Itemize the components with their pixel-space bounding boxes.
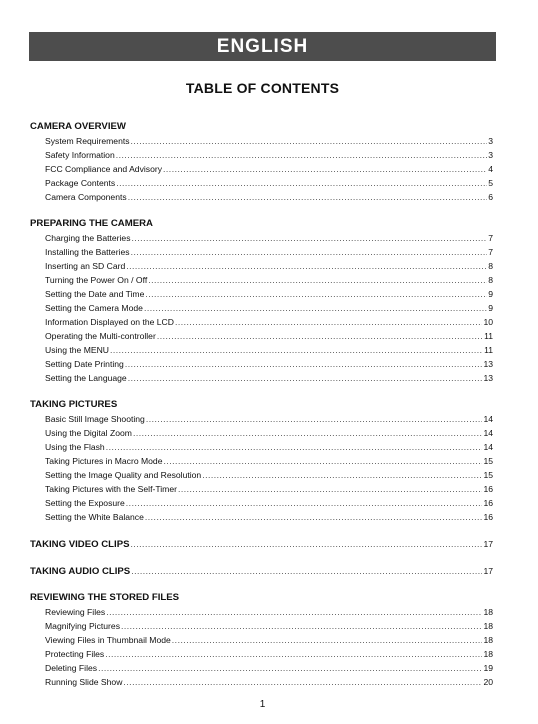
toc-entry	[30, 647, 493, 661]
entry-label: Using the Digital Zoom	[45, 428, 132, 438]
toc-entry	[30, 190, 493, 204]
entry-page: 18	[483, 635, 493, 645]
entry-label: Running Slide Show	[45, 677, 123, 687]
entry-page: 3	[488, 150, 493, 160]
dot-leader	[116, 148, 487, 162]
toc-section	[30, 398, 493, 524]
entry-label: Viewing Files in Thumbnail Mode	[45, 635, 171, 645]
dot-leader	[202, 468, 482, 482]
dot-leader	[128, 190, 488, 204]
entry-label: Reviewing Files	[45, 607, 106, 617]
entry-label: Camera Components	[45, 192, 127, 202]
toc-entry	[30, 619, 493, 633]
toc-entry	[30, 301, 493, 315]
dot-leader	[126, 259, 487, 273]
dot-leader	[98, 661, 482, 675]
toc-entry	[30, 329, 493, 343]
entry-label: Safety Information	[45, 150, 115, 160]
entry-label: Setting the White Balance	[45, 512, 144, 522]
entry-page: 18	[483, 649, 493, 659]
entry-label: System Requirements	[45, 136, 130, 146]
dot-leader	[132, 231, 488, 245]
toc-entry	[30, 454, 493, 468]
entry-page: 15	[483, 456, 493, 466]
toc-entry	[30, 468, 493, 482]
section-heading: PREPARING THE CAMERA	[30, 218, 153, 229]
entry-page: 13	[483, 359, 493, 369]
dot-leader	[116, 176, 487, 190]
toc-entry	[30, 510, 493, 524]
entry-page: 13	[483, 373, 493, 383]
entry-label: Basic Still Image Shooting	[45, 414, 145, 424]
toc-entry	[30, 412, 493, 426]
entry-page: 5	[488, 178, 493, 188]
entry-label: Taking Pictures in Macro Mode	[45, 456, 163, 466]
entry-label: Protecting Files	[45, 649, 105, 659]
entry-page: 11	[484, 331, 493, 341]
toc-entry	[30, 134, 493, 148]
entry-page: 14	[483, 442, 493, 452]
entry-page: 10	[483, 317, 493, 327]
toc-entry	[30, 371, 493, 385]
entry-label: Information Displayed on the LCD	[45, 317, 174, 327]
dot-leader	[146, 412, 483, 426]
entry-label: Setting the Date and Time	[45, 289, 145, 299]
dot-leader	[105, 647, 482, 661]
dot-leader	[131, 564, 482, 578]
entry-label: FCC Compliance and Advisory	[45, 164, 163, 174]
toc-entry	[30, 231, 493, 245]
entry-label: Setting Date Printing	[45, 359, 124, 369]
dot-leader	[125, 357, 483, 371]
toc-entry	[30, 315, 493, 329]
entry-page: 9	[488, 289, 493, 299]
section-heading: TAKING PICTURES	[30, 399, 118, 410]
toc-entry	[30, 482, 493, 496]
toc-entry	[30, 675, 493, 689]
dot-leader	[123, 675, 482, 689]
toc-entry	[30, 148, 493, 162]
dot-leader	[110, 343, 483, 357]
toc-entry	[30, 633, 493, 647]
toc-entry	[30, 357, 493, 371]
entry-label: Operating the Multi-controller	[45, 331, 156, 341]
page-title: TABLE OF CONTENTS	[185, 80, 340, 96]
entry-label: Taking Pictures with the Self-Timer	[45, 484, 177, 494]
dot-leader	[128, 371, 483, 385]
toc-entry	[30, 273, 493, 287]
toc-entry	[30, 176, 493, 190]
entry-page: 9	[488, 303, 493, 313]
toc-section	[30, 120, 493, 204]
dot-leader	[106, 440, 483, 454]
entry-label: Setting the Image Quality and Resolution	[45, 470, 202, 480]
entry-page: 6	[488, 192, 493, 202]
toc-entry	[30, 426, 493, 440]
entry-label: Setting the Language	[45, 373, 127, 383]
toc-entry	[30, 162, 493, 176]
toc-section-single	[30, 537, 493, 551]
toc-entry	[30, 343, 493, 357]
entry-label: Using the Flash	[45, 442, 105, 452]
entry-page: 11	[484, 345, 493, 355]
toc-entry	[30, 661, 493, 675]
entry-label: Turning the Power On / Off	[45, 275, 148, 285]
entry-label: Installing the Batteries	[45, 247, 130, 257]
dot-leader	[106, 605, 482, 619]
toc-section-single	[30, 564, 493, 578]
entry-page: 7	[488, 247, 493, 257]
entry-page: 8	[488, 275, 493, 285]
entry-page: 3	[488, 136, 493, 146]
entry-label: Charging the Batteries	[45, 233, 131, 243]
entry-page: 19	[483, 663, 493, 673]
section-page: 17	[483, 566, 493, 576]
toc-entry	[30, 440, 493, 454]
dot-leader	[157, 329, 483, 343]
dot-leader	[178, 482, 482, 496]
toc-entry	[30, 259, 493, 273]
section-page: 17	[483, 539, 493, 549]
section-heading: TAKING AUDIO CLIPS	[30, 566, 131, 577]
dot-leader	[164, 454, 483, 468]
dot-leader	[131, 537, 483, 551]
language-banner: ENGLISH	[29, 32, 496, 61]
entry-page: 8	[488, 261, 493, 271]
entry-label: Using the MENU	[45, 345, 109, 355]
entry-page: 16	[483, 484, 493, 494]
dot-leader	[121, 619, 482, 633]
dot-leader	[144, 301, 487, 315]
dot-leader	[126, 496, 483, 510]
toc-entry	[30, 496, 493, 510]
dot-leader	[148, 273, 487, 287]
entry-label: Package Contents	[45, 178, 116, 188]
toc-entry	[30, 287, 493, 301]
entry-page: 14	[483, 428, 493, 438]
entry-page: 18	[483, 607, 493, 617]
toc-section	[30, 217, 493, 385]
dot-leader	[172, 633, 483, 647]
dot-leader	[131, 134, 488, 148]
dot-leader	[163, 162, 487, 176]
entry-page: 18	[483, 621, 493, 631]
entry-label: Setting the Exposure	[45, 498, 125, 508]
dot-leader	[131, 245, 488, 259]
entry-page: 4	[488, 164, 493, 174]
entry-page: 16	[483, 512, 493, 522]
entry-page: 7	[488, 233, 493, 243]
section-heading: TAKING VIDEO CLIPS	[30, 539, 130, 550]
section-heading: CAMERA OVERVIEW	[30, 121, 126, 132]
entry-page: 14	[483, 414, 493, 424]
entry-label: Inserting an SD Card	[45, 261, 126, 271]
entry-page: 20	[483, 677, 493, 687]
section-heading: REVIEWING THE STORED FILES	[30, 592, 180, 603]
toc-entry	[30, 245, 493, 259]
dot-leader	[145, 287, 487, 301]
entry-label: Setting the Camera Mode	[45, 303, 143, 313]
entry-page: 15	[483, 470, 493, 480]
entry-page: 16	[483, 498, 493, 508]
entry-label: Deleting Files	[45, 663, 98, 673]
dot-leader	[145, 510, 483, 524]
page-number: 1	[259, 699, 266, 710]
table-of-contents	[30, 120, 493, 702]
toc-section	[30, 591, 493, 689]
dot-leader	[133, 426, 483, 440]
entry-label: Magnifying Pictures	[45, 621, 120, 631]
toc-entry	[30, 605, 493, 619]
dot-leader	[175, 315, 482, 329]
